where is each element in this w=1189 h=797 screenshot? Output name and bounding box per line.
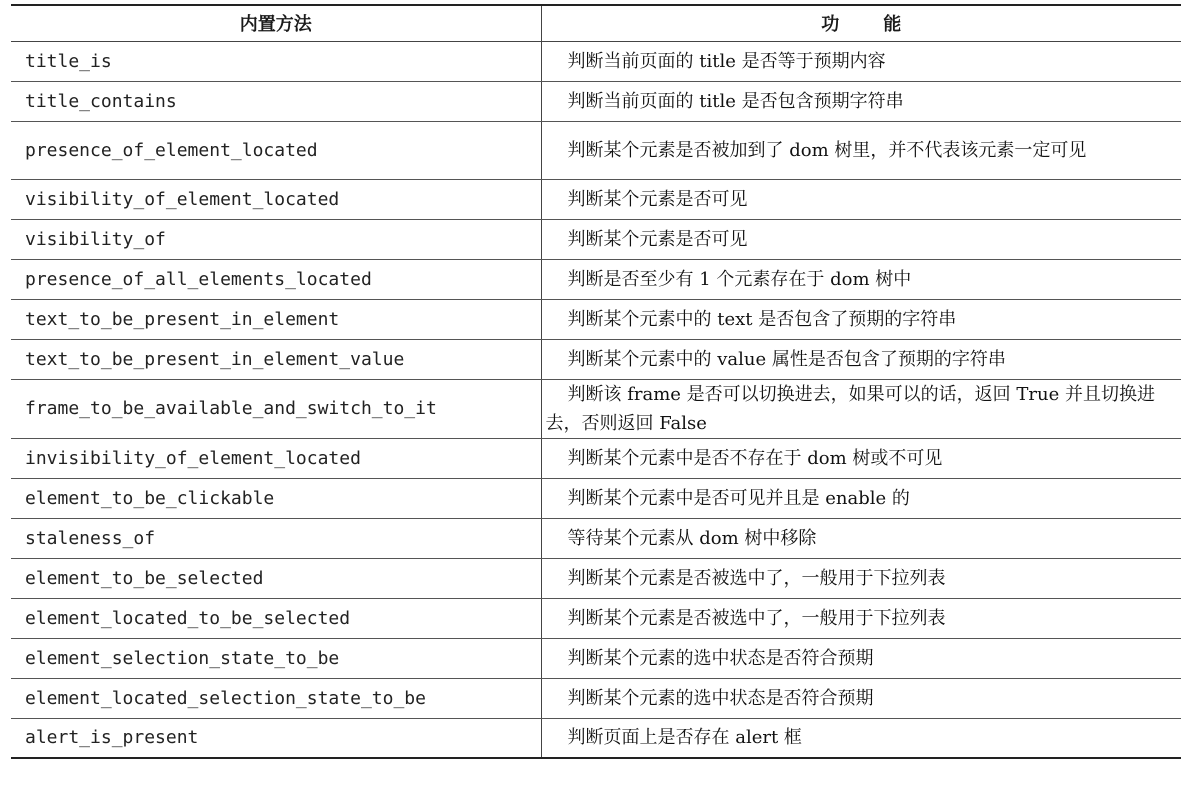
- table-row: [11, 379, 1181, 438]
- description-cell: 判断某个元素是否可见: [541, 219, 1181, 259]
- table-row: [11, 638, 1181, 678]
- method-cell: element_located_selection_state_to_be: [11, 678, 541, 718]
- method-cell: text_to_be_present_in_element: [11, 299, 541, 339]
- method-cell: element_located_to_be_selected: [11, 598, 541, 638]
- method-cell: frame_to_be_available_and_switch_to_it: [11, 379, 541, 438]
- header-builtin-method: 内置方法: [11, 5, 541, 41]
- description-cell: 判断该 frame 是否可以切换进去，如果可以的话，返回 True 并且切换进去，否则返回 False: [541, 379, 1181, 438]
- method-cell: element_selection_state_to_be: [11, 638, 541, 678]
- description-cell: 判断页面上是否存在 alert 框: [541, 718, 1181, 758]
- description-cell: 判断是否至少有 1 个元素存在于 dom 树中: [541, 259, 1181, 299]
- table-row: [11, 219, 1181, 259]
- method-cell: element_to_be_selected: [11, 558, 541, 598]
- method-cell: visibility_of: [11, 219, 541, 259]
- table-row: [11, 478, 1181, 518]
- table-row: [11, 179, 1181, 219]
- expected-conditions-table: [11, 4, 1181, 759]
- table-row: [11, 339, 1181, 379]
- description-cell: 判断某个元素是否被选中了，一般用于下拉列表: [541, 598, 1181, 638]
- description-cell: 判断某个元素的选中状态是否符合预期: [541, 638, 1181, 678]
- description-cell: 判断某个元素中的 text 是否包含了预期的字符串: [541, 299, 1181, 339]
- table-row: [11, 41, 1181, 81]
- description-cell: 判断当前页面的 title 是否等于预期内容: [541, 41, 1181, 81]
- method-cell: staleness_of: [11, 518, 541, 558]
- description-cell: 判断某个元素是否可见: [541, 179, 1181, 219]
- header-function-left: 功: [821, 14, 840, 36]
- description-cell: 判断某个元素是否被加到了 dom 树里，并不代表该元素一定可见: [541, 121, 1181, 179]
- table-row: [11, 438, 1181, 478]
- table-row: [11, 259, 1181, 299]
- header-function: [541, 5, 1181, 41]
- method-cell: presence_of_all_elements_located: [11, 259, 541, 299]
- method-cell: invisibility_of_element_located: [11, 438, 541, 478]
- description-cell: 判断某个元素是否被选中了，一般用于下拉列表: [541, 558, 1181, 598]
- table-row: [11, 121, 1181, 179]
- method-cell: title_contains: [11, 81, 541, 121]
- table-row: [11, 598, 1181, 638]
- description-cell: 判断某个元素中是否不存在于 dom 树或不可见: [541, 438, 1181, 478]
- methods-table-container: [11, 4, 1181, 759]
- header-function-right: 能: [883, 14, 902, 36]
- description-cell: 判断某个元素中是否可见并且是 enable 的: [541, 478, 1181, 518]
- table-row: [11, 299, 1181, 339]
- method-cell: text_to_be_present_in_element_value: [11, 339, 541, 379]
- method-cell: element_to_be_clickable: [11, 478, 541, 518]
- table-row: [11, 518, 1181, 558]
- description-cell: 判断某个元素的选中状态是否符合预期: [541, 678, 1181, 718]
- method-cell: title_is: [11, 41, 541, 81]
- method-cell: visibility_of_element_located: [11, 179, 541, 219]
- description-cell: 判断某个元素中的 value 属性是否包含了预期的字符串: [541, 339, 1181, 379]
- table-row: [11, 558, 1181, 598]
- table-header-row: [11, 5, 1181, 41]
- description-cell: 等待某个元素从 dom 树中移除: [541, 518, 1181, 558]
- table-row: [11, 718, 1181, 758]
- table-row: [11, 678, 1181, 718]
- description-cell: 判断当前页面的 title 是否包含预期字符串: [541, 81, 1181, 121]
- table-row: [11, 81, 1181, 121]
- method-cell: alert_is_present: [11, 718, 541, 758]
- method-cell: presence_of_element_located: [11, 121, 541, 179]
